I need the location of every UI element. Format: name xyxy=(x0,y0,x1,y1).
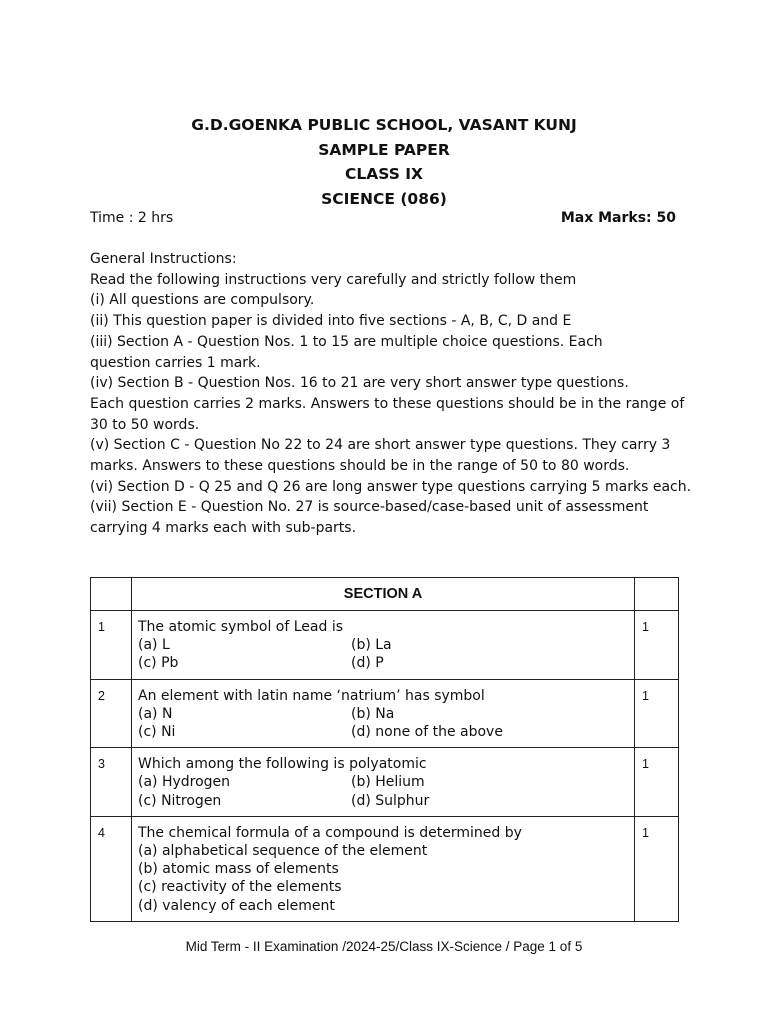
paper-header xyxy=(0,113,768,211)
options xyxy=(138,705,628,741)
option: (b) Helium xyxy=(351,774,425,791)
question-row xyxy=(91,679,679,748)
question-marks: 1 xyxy=(635,816,679,921)
general-instructions xyxy=(90,249,692,539)
instruction-line: question carries 1 mark. xyxy=(90,354,261,371)
instruction-line: carrying 4 marks each with sub-parts. xyxy=(90,520,357,537)
school-name: G.D.GOENKA PUBLIC SCHOOL, VASANT KUNJ xyxy=(191,116,577,134)
question-number: 4 xyxy=(91,816,132,921)
instruction-line: Each question carries 2 marks. Answers to these questions should be in the range of xyxy=(90,395,685,412)
option: (a) alphabetical sequence of the element xyxy=(138,843,428,860)
option: (c) reactivity of the elements xyxy=(138,879,342,896)
instruction-line: General Instructions: xyxy=(90,251,237,267)
class-name: CLASS IX xyxy=(345,165,423,183)
paper-type: SAMPLE PAPER xyxy=(318,140,450,159)
instruction-line: (vi) Section D - Q 25 and Q 26 are long answer type questions carrying 5 marks each. xyxy=(90,478,692,495)
option: (c) Pb xyxy=(138,655,179,672)
question-text: The atomic symbol of Lead is xyxy=(138,619,344,635)
option: (a) Hydrogen xyxy=(138,774,231,791)
option: (a) L xyxy=(138,637,170,654)
question-text: An element with latin name ‘natrium’ has symbol xyxy=(138,687,485,704)
instruction-line: marks. Answers to these questions should be in the range of 50 to 80 words. xyxy=(90,458,630,475)
question-number: 3 xyxy=(91,748,132,817)
question-number: 2 xyxy=(91,679,132,748)
question-text: The chemical formula of a compound is determined by xyxy=(138,824,522,841)
options xyxy=(138,773,628,809)
page-footer: Mid Term - II Examination /2024-25/Class IX-Science / Page 1 of 5 xyxy=(185,939,583,954)
question-table xyxy=(90,577,679,922)
question-row xyxy=(91,816,679,921)
option: (b) atomic mass of elements xyxy=(138,861,339,878)
option: (b) Na xyxy=(351,705,395,722)
question-marks: 1 xyxy=(635,748,679,817)
instruction-line: (iii) Section A - Question Nos. 1 to 15 are multiple choice questions. Each xyxy=(90,333,603,350)
question-marks: 1 xyxy=(635,679,679,748)
instruction-line: (i) All questions are compulsory. xyxy=(90,292,315,309)
instruction-line: 30 to 50 words. xyxy=(90,416,200,433)
exam-time: Time : 2 hrs xyxy=(90,210,174,226)
instruction-line: Read the following instructions very carefully and strictly follow them xyxy=(90,271,577,288)
instruction-line: (v) Section C - Question No 22 to 24 are short answer type questions. They carry 3 xyxy=(90,437,671,454)
option: (d) P xyxy=(351,655,384,672)
options xyxy=(138,636,628,672)
option: (a) N xyxy=(138,705,173,722)
max-marks: Max Marks: 50 xyxy=(560,210,676,226)
question-number: 1 xyxy=(91,611,132,680)
option: (d) none of the above xyxy=(351,724,503,741)
section-title: SECTION A xyxy=(132,578,635,611)
instruction-line: (iv) Section B - Question Nos. 16 to 21 are very short answer type questions. xyxy=(90,375,629,392)
instruction-line: (ii) This question paper is divided into five sections - A, B, C, D and E xyxy=(90,313,572,330)
option: (c) Ni xyxy=(138,724,176,741)
subject-name: SCIENCE (086) xyxy=(321,189,447,208)
option: (b) La xyxy=(351,637,392,654)
option: (c) Nitrogen xyxy=(138,792,222,809)
option: (d) valency of each element xyxy=(138,897,335,914)
section-header-row xyxy=(91,578,679,611)
instruction-line: (vii) Section E - Question No. 27 is source-based/case-based unit of assessment xyxy=(90,499,649,516)
question-marks: 1 xyxy=(635,611,679,680)
question-text: Which among the following is polyatomic xyxy=(138,756,427,773)
question-row xyxy=(91,748,679,817)
option: (d) Sulphur xyxy=(351,792,430,809)
question-row xyxy=(91,611,679,680)
